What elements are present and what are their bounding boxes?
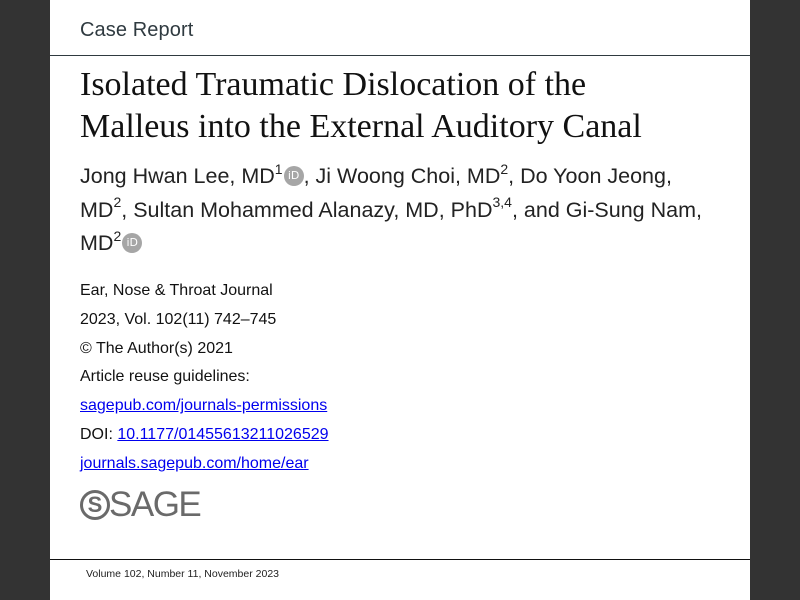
- title-line-2: Malleus into the External Auditory Canal: [80, 108, 642, 145]
- author-name: Do Yoon Jeong, MD: [80, 164, 672, 222]
- sage-logo-text: SAGE: [109, 485, 201, 524]
- reuse-link[interactable]: sagepub.com/journals-permissions: [80, 397, 328, 415]
- article-meta: [80, 277, 329, 479]
- author-name: Gi-Sung Nam, MD: [80, 197, 702, 255]
- affiliation-sup: 2: [500, 160, 509, 177]
- article-title: [80, 64, 740, 148]
- issue-footer: Volume 102, Number 11, November 2023: [86, 568, 279, 580]
- copyright: © The Author(s) 2021: [80, 339, 233, 357]
- author-separator: , and: [511, 197, 566, 222]
- volume-info: 2023, Vol. 102(11) 742–745: [80, 310, 277, 328]
- reuse-label: Article reuse guidelines:: [80, 368, 250, 386]
- affiliation-sup: 2: [113, 194, 122, 211]
- title-line-1: Isolated Traumatic Dislocation of the: [80, 66, 587, 103]
- author-separator: ,: [508, 164, 521, 188]
- affiliation-sup: 1: [274, 160, 283, 177]
- journal-name: Ear, Nose & Throat Journal: [80, 282, 273, 299]
- article-type-label: Case Report: [80, 19, 194, 41]
- doi-label: DOI:: [80, 425, 118, 443]
- author-name: Sultan Mohammed Alanazy, MD, PhD: [133, 197, 493, 222]
- author-name: Ji Woong Choi, MD: [315, 164, 501, 188]
- affiliation-sup: 2: [113, 227, 122, 244]
- sage-logo-icon: S: [80, 490, 110, 520]
- pdf-page: [50, 0, 750, 600]
- header-divider: [50, 55, 750, 56]
- author-separator: ,: [303, 164, 316, 188]
- sage-logo: [80, 487, 200, 523]
- affiliation-sup: 3,4: [492, 194, 512, 211]
- doi-link[interactable]: 10.1177/01455613211026529: [117, 425, 329, 443]
- journal-home-link[interactable]: journals.sagepub.com/home/ear: [80, 454, 309, 472]
- orcid-icon[interactable]: iD: [284, 166, 304, 186]
- footer-divider: [50, 559, 750, 560]
- author-separator: ,: [121, 197, 134, 222]
- author-list: [80, 160, 720, 261]
- author-name: Jong Hwan Lee, MD: [80, 164, 275, 188]
- orcid-icon[interactable]: iD: [122, 233, 142, 253]
